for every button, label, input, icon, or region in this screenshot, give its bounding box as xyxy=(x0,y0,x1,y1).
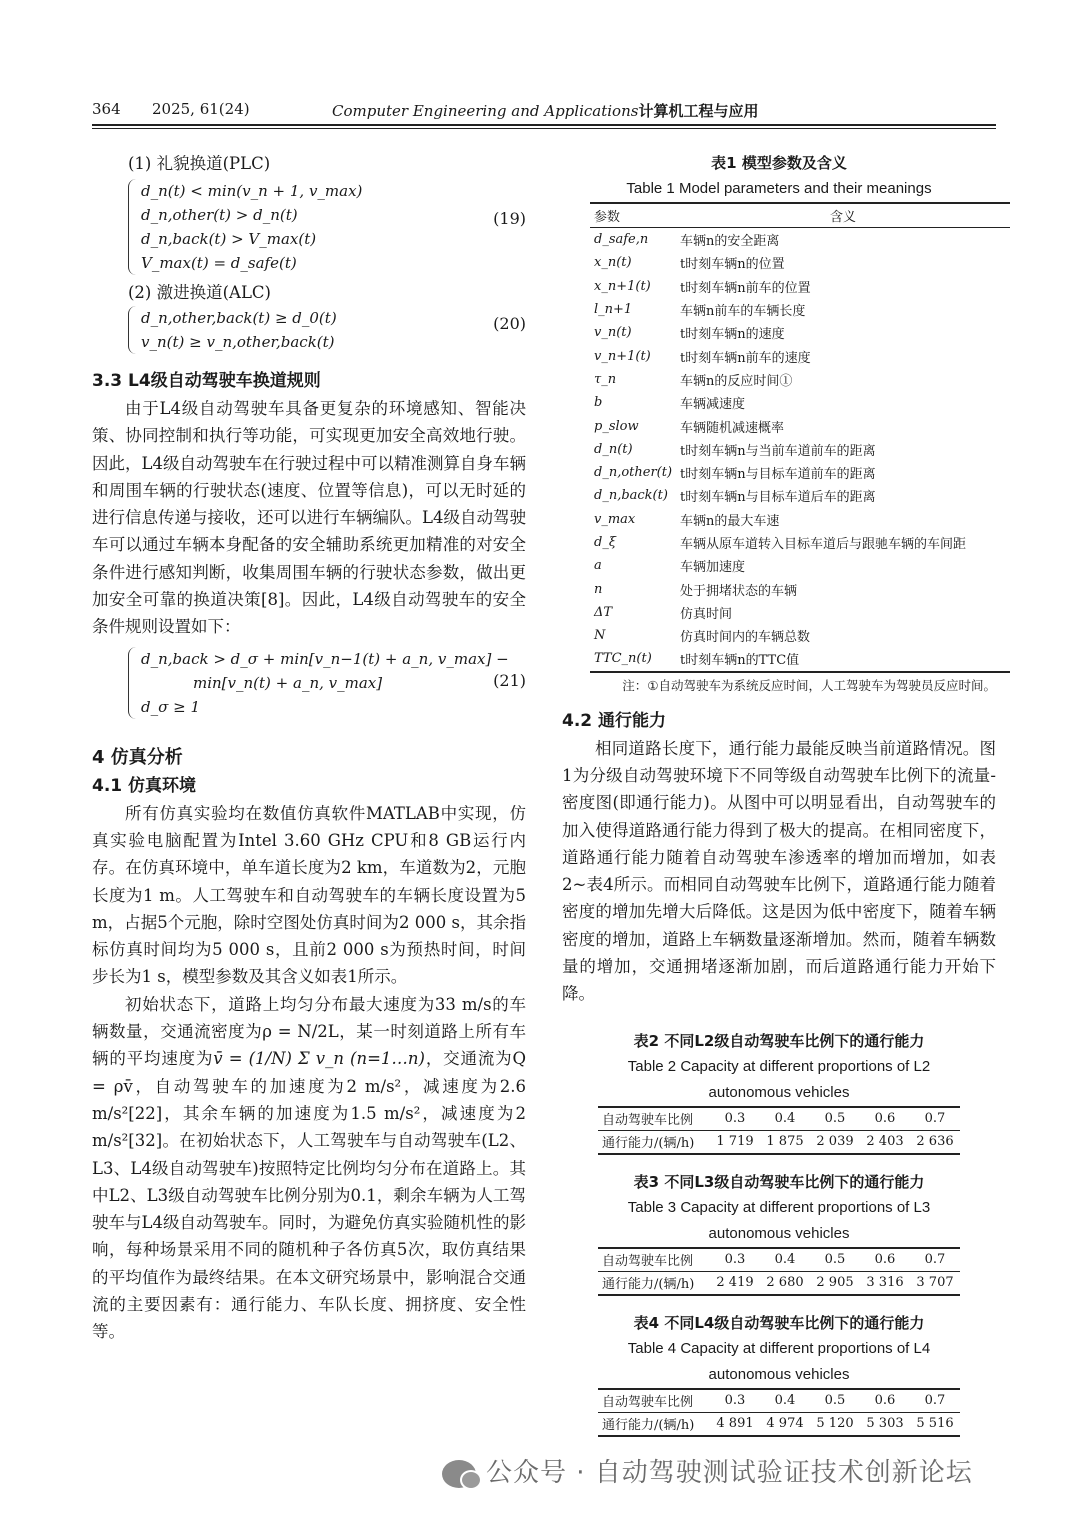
param-meaning: 车辆n前车的车辆长度 xyxy=(680,304,806,320)
equation-20-lines xyxy=(128,306,526,354)
ratio-cell: 0.7 xyxy=(910,1248,960,1272)
plc-title: (1) 礼貌换道(PLC) xyxy=(128,154,271,173)
table-row xyxy=(590,298,1010,321)
equation-19 xyxy=(128,179,526,275)
param-symbol: x_n(t) xyxy=(594,255,632,271)
param-meaning: t时刻车辆n的TTC值 xyxy=(676,647,1010,671)
param-symbol: N xyxy=(594,628,606,644)
header-rule-thin xyxy=(92,128,996,129)
table-row xyxy=(590,624,1010,647)
eq19-line-3: d_n,back(t) > V_max(t) xyxy=(141,230,317,248)
capacity-cell: 5 516 xyxy=(910,1412,960,1436)
ratio-cell: 0.6 xyxy=(860,1107,910,1131)
table-1-title-en: Table 1 Model parameters and their meanings xyxy=(626,180,932,197)
param-meaning: 仿真时间内的车辆总数 xyxy=(680,630,811,646)
table-title-en: Table 2 Capacity at different proportions of L2 xyxy=(627,1057,931,1075)
table-row xyxy=(598,1389,960,1413)
capacity-cell: 2 680 xyxy=(760,1271,810,1295)
capacity-table-3 xyxy=(562,1169,996,1296)
table-title-cn: 表3 不同L3级自动驾驶车比例下的通行能力 xyxy=(633,1172,925,1191)
equation-21-lines xyxy=(128,647,526,719)
ratio-cell: 0.5 xyxy=(810,1248,860,1272)
capacity-cell: 2 905 xyxy=(810,1271,860,1295)
table-1-body xyxy=(590,228,1010,672)
param-meaning: t时刻车辆n与目标车道后车的距离 xyxy=(680,490,876,506)
ratio-cell: 0.3 xyxy=(710,1248,760,1272)
ratio-cell: 0.3 xyxy=(710,1389,760,1413)
section-4-2-paragraph: 相同道路长度下，通行能力最能反映当前道路情况。图1为分级自动驾驶环境下不同等级自动驾驶车比例下的流量-密度图(即通行能力)。从图中可以明显看出，自动驾驶车的加入使得道路通行能力得到了极大的提高。在相同密度下，道路通行能力随着自动驾驶车渗透率的增加而增加，如表2~表4所示。而相同自动驾驶车比例下，道路通行能力随着密度的增加先增大后降低。这是因为低中密度下，随着车辆密度的增加，道路上车辆数量逐渐增加。然而，随着车辆数量的增加，交通拥堵逐渐加剧，而后道路通行能力开始下降。 xyxy=(562,738,996,1004)
alc-title: (2) 激进换道(ALC) xyxy=(128,283,271,302)
table-row xyxy=(590,251,1010,274)
capacity-cell: 1 719 xyxy=(710,1130,760,1154)
table-row xyxy=(590,601,1010,624)
param-meaning: 车辆加速度 xyxy=(680,560,746,576)
capacity-table xyxy=(598,1106,960,1155)
param-meaning: t时刻车辆n前车的速度 xyxy=(680,350,811,366)
watermark-text: 公众号 · 自动驾驶测试验证技术创新论坛 xyxy=(486,1458,973,1488)
param-meaning: 车辆n的反应时间① xyxy=(680,373,793,389)
table-title-en-2: autonomous vehicles xyxy=(708,1224,850,1242)
ratio-cell: 0.5 xyxy=(810,1107,860,1131)
left-column xyxy=(92,150,526,1346)
param-symbol: τ_n xyxy=(594,371,617,387)
param-symbol: a xyxy=(594,558,602,574)
table-title-en: Table 4 Capacity at different proportions of L4 xyxy=(627,1339,931,1357)
ratio-cell: 0.4 xyxy=(760,1248,810,1272)
section-4-1-paragraph-1: 所有仿真实验均在数值仿真软件MATLAB中实现，仿真实验电脑配置为Intel 3.60 GHz CPU和8 GB运行内存。在仿真环境中，单车道长度为2 km，车道数为2，元胞长度为1 m。人工驾驶车和自动驾驶车的车辆长度设置为5 m，占据5个元胞，除时空图处仿真时间为2 000 s，其余指标仿真时间均为5 000 s，且前2 000 s为预热时间，时间步长为1 s，模型参数及其含义如表1所示。 xyxy=(92,803,526,987)
param-symbol: n xyxy=(594,581,603,597)
right-column xyxy=(562,150,996,1451)
table-title-cn: 表2 不同L2级自动驾驶车比例下的通行能力 xyxy=(633,1031,925,1050)
param-symbol: v_n(t) xyxy=(594,325,632,341)
ratio-cell: 0.6 xyxy=(860,1389,910,1413)
table-1-title-cn: 表1 模型参数及含义 xyxy=(711,154,847,172)
capacity-cell: 3 707 xyxy=(910,1271,960,1295)
table-row xyxy=(590,228,1010,252)
table-row xyxy=(598,1130,960,1154)
issue-info: 2025, 61(24) xyxy=(152,100,250,118)
param-meaning: 车辆减速度 xyxy=(680,397,746,413)
capacity-cell: 4 974 xyxy=(760,1412,810,1436)
capacity-cell: 5 303 xyxy=(860,1412,910,1436)
param-meaning: 处于拥堵状态的车辆 xyxy=(680,583,798,599)
ratio-cell: 0.4 xyxy=(760,1389,810,1413)
table-1-header-row xyxy=(590,203,1010,228)
ratio-cell: 0.7 xyxy=(910,1389,960,1413)
capacity-table-4 xyxy=(562,1310,996,1437)
capacity-label: 通行能力/(辆/h) xyxy=(598,1412,710,1436)
page-number: 364 xyxy=(92,100,121,118)
table-row xyxy=(590,275,1010,298)
table-row xyxy=(590,344,1010,367)
table-row xyxy=(590,461,1010,484)
equation-19-number: (19) xyxy=(493,209,526,228)
param-symbol: d_n,other(t) xyxy=(594,465,673,481)
table-title-en: Table 3 Capacity at different proportions of L3 xyxy=(627,1198,931,1216)
table-row xyxy=(590,577,1010,600)
section-4-heading: 4 仿真分析 xyxy=(92,746,183,768)
param-symbol: p_slow xyxy=(594,418,639,434)
table-1-col-meaning: 含义 xyxy=(676,203,1010,228)
param-symbol: l_n+1 xyxy=(594,302,633,318)
header-rule-thick xyxy=(92,124,996,126)
table-1-col-param: 参数 xyxy=(590,203,676,228)
eq20-line-1: d_n,other,back(t) ≥ d_0(t) xyxy=(141,309,337,327)
capacity-table xyxy=(598,1388,960,1437)
equation-20-number: (20) xyxy=(493,314,526,333)
param-meaning: t时刻车辆n的位置 xyxy=(680,257,785,273)
ratio-cell: 0.3 xyxy=(710,1107,760,1131)
section-4-1-paragraph-2: 初始状态下，道路上均匀分布最大速度为33 m/s的车辆数量，交通流密度为ρ = N/2L，某一时刻道路上所有车辆的平均速度为v̄ = (1/N) Σ v_n (n=1…n)，交通流为Q = ρv̄，自动驾驶车的加速度为2 m/s²，减速度为2.6 m/s²[22]，其余车辆的加速度为1.5 m/s²，减速度为2 m/s²[32]。在初始状态下，人工驾驶车与自动驾驶车(L2、L3、L4级自动驾驶车)按照特定比例均匀分布在道路上。其中L2、L3级自动驾驶车比例分别为0.1，剩余车辆为人工驾驶车与L4级自动驾驶车。同时，为避免仿真实验随机性的影响，每种场景采用不同的随机种子各仿真5次，取仿真结果的平均值作为最终结果。在本文研究场景中，影响混合交通流的主要因素有：通行能力、车队长度、拥挤度、安全性等。 xyxy=(92,994,526,1342)
ratio-cell: 0.7 xyxy=(910,1107,960,1131)
table-row xyxy=(590,508,1010,531)
param-meaning: t时刻车辆n的速度 xyxy=(680,327,785,343)
ratio-cell: 0.4 xyxy=(760,1107,810,1131)
param-meaning: t时刻车辆n与当前车道前车的距离 xyxy=(680,443,876,459)
capacity-label: 通行能力/(辆/h) xyxy=(598,1271,710,1295)
table-title-cn: 表4 不同L4级自动驾驶车比例下的通行能力 xyxy=(633,1313,925,1332)
table-row xyxy=(590,368,1010,391)
param-meaning: t时刻车辆n前车的位置 xyxy=(680,280,811,296)
param-meaning: 车辆n的安全距离 xyxy=(680,234,780,250)
capacity-cell: 4 891 xyxy=(710,1412,760,1436)
param-symbol: b xyxy=(594,395,603,411)
param-meaning: t时刻车辆n与目标车道前车的距离 xyxy=(680,467,876,483)
param-symbol: d_n(t) xyxy=(594,441,633,457)
capacity-cell: 2 403 xyxy=(860,1130,910,1154)
table-row xyxy=(590,531,1010,554)
table-title-en-2: autonomous vehicles xyxy=(708,1083,850,1101)
ratio-label: 自动驾驶车比例 xyxy=(598,1389,710,1413)
eq20-line-2: v_n(t) ≥ v_n,other,back(t) xyxy=(141,333,335,351)
eq19-line-2: d_n,other(t) > d_n(t) xyxy=(141,206,298,224)
eq19-line-1: d_n(t) < min(v_n + 1, v_max) xyxy=(141,182,363,200)
capacity-table-2 xyxy=(562,1028,996,1155)
table-title-en-2: autonomous vehicles xyxy=(708,1365,850,1383)
param-symbol: d_safe,n xyxy=(594,232,649,248)
capacity-cell: 1 875 xyxy=(760,1130,810,1154)
capacity-cell: 2 419 xyxy=(710,1271,760,1295)
param-symbol: d_ξ xyxy=(594,535,616,550)
journal-title: Computer Engineering and Applications计算机工程与应用 xyxy=(332,102,759,120)
capacity-cell: 3 316 xyxy=(860,1271,910,1295)
eq21-line-3: d_σ ≥ 1 xyxy=(141,697,200,716)
param-meaning: 车辆n的最大车速 xyxy=(680,513,780,529)
section-4-1-heading: 4.1 仿真环境 xyxy=(92,775,197,796)
watermark xyxy=(442,1452,1046,1492)
equation-19-lines xyxy=(128,179,526,275)
table-row xyxy=(598,1412,960,1436)
eq21-line-1: d_n,back > d_σ + min[v_n−1(t) + a_n, v_max] − xyxy=(141,649,509,668)
table-row xyxy=(598,1107,960,1131)
param-symbol: d_n,back(t) xyxy=(594,488,668,504)
param-symbol: TTC_n(t) xyxy=(590,647,676,671)
ratio-label: 自动驾驶车比例 xyxy=(598,1107,710,1131)
table-row xyxy=(590,554,1010,577)
param-symbol: v_max xyxy=(594,511,636,527)
table-row xyxy=(590,647,1010,671)
table-row xyxy=(598,1248,960,1272)
table-row xyxy=(590,391,1010,414)
section-3-3-paragraph: 由于L4级自动驾驶车具备更复杂的环境感知、智能决策、协同控制和执行等功能，可实现更加安全高效地行驶。因此，L4级自动驾驶车在行驶过程中可以精准测算自身车辆和周围车辆的行驶状态(速度、位置等信息)，可以无时延的进行信息传递与接收，还可以进行车辆编队。L4级自动驾驶车可以通过车辆本身配备的安全辅助系统更加精准的对安全条件进行感知判断，收集周围车辆的行驶状态参数，做出更加安全可靠的换道决策[8]。因此，L4级自动驾驶车的安全条件规则设置如下： xyxy=(92,399,526,637)
param-symbol: v_n+1(t) xyxy=(594,348,651,364)
running-header xyxy=(92,98,996,126)
eq19-line-4: V_max(t) = d_safe(t) xyxy=(141,254,297,272)
ratio-cell: 0.5 xyxy=(810,1389,860,1413)
ratio-cell: 0.6 xyxy=(860,1248,910,1272)
mean-speed-formula: v̄ = (1/N) Σ v_n (n=1…n) xyxy=(213,1049,425,1069)
param-meaning: 车辆从原车道转入目标车道后与跟驰车辆的车间距 xyxy=(680,537,967,552)
table-row xyxy=(590,414,1010,437)
capacity-table xyxy=(598,1247,960,1296)
param-symbol: ΔT xyxy=(594,604,613,620)
table-row xyxy=(598,1271,960,1295)
table-1-note: 注：①自动驾驶车为系统反应时间，人工驾驶车为驾驶员反应时间。 xyxy=(622,677,996,693)
capacity-cell: 2 039 xyxy=(810,1130,860,1154)
table-1 xyxy=(590,202,1010,673)
equation-21-number: (21) xyxy=(493,670,526,690)
section-3-3-heading: 3.3 L4级自动驾驶车换道规则 xyxy=(92,371,321,391)
table-row xyxy=(590,321,1010,344)
param-symbol: x_n+1(t) xyxy=(594,278,651,294)
ratio-label: 自动驾驶车比例 xyxy=(598,1248,710,1272)
table-row xyxy=(590,438,1010,461)
param-meaning: 车辆随机减速概率 xyxy=(680,420,785,436)
capacity-cell: 5 120 xyxy=(810,1412,860,1436)
capacity-tables xyxy=(562,1028,996,1437)
capacity-cell: 2 636 xyxy=(910,1130,960,1154)
wechat-icon xyxy=(442,1460,476,1488)
param-meaning: 仿真时间 xyxy=(680,606,733,622)
capacity-label: 通行能力/(辆/h) xyxy=(598,1130,710,1154)
equation-21 xyxy=(128,647,526,719)
table-row xyxy=(590,484,1010,507)
equation-20 xyxy=(128,306,526,354)
section-4-2-heading: 4.2 通行能力 xyxy=(562,710,667,731)
eq21-line-2: min[v_n(t) + a_n, v_max] xyxy=(193,673,383,692)
